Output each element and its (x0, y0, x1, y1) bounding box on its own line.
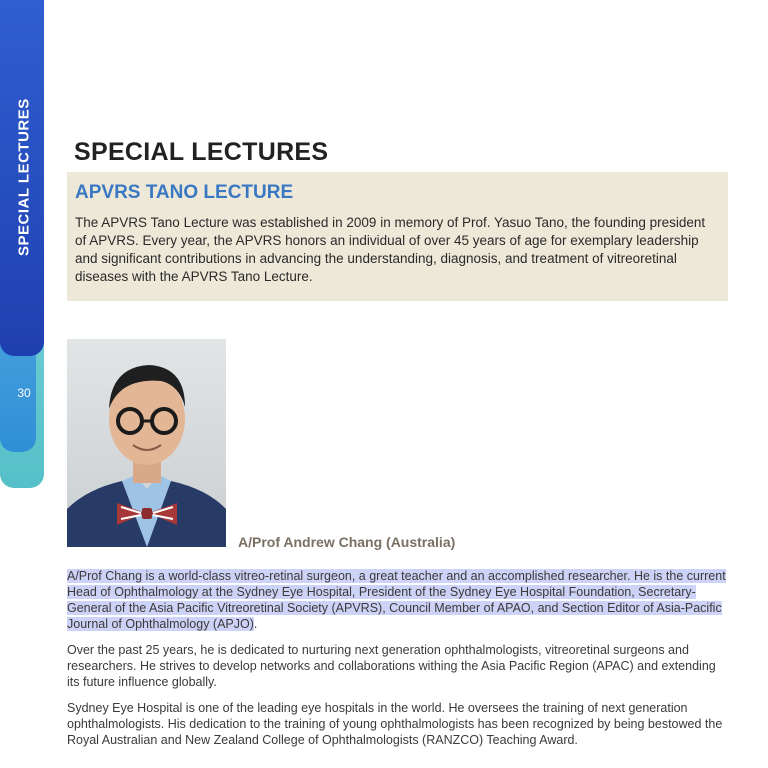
decorative-sidebar (0, 0, 48, 768)
bio-paragraph-2: Over the past 25 years, he is dedicated to nurturing next generation ophthalmologists, vitreoretinal surgeons and researchers. He strives to develop networks and collaborations withing the Asia Pacific Region (APAC) and extending its future influence globally. (67, 643, 716, 689)
lecture-intro-box (67, 172, 728, 301)
page-number: 30 (17, 386, 31, 400)
lecture-description: The APVRS Tano Lecture was established in 2009 in memory of Prof. Yasuo Tano, the founding president of APVRS. Every year, the APVRS honors an individual of over 45 years of age for exemplary leadership and significant contributions in advancing the understanding, diagnosis, and treatment of vitreoretinal diseases with the APVRS Tano Lecture. (75, 215, 706, 284)
speaker-portrait (67, 339, 226, 547)
speaker-name: A/Prof Andrew Chang (Australia) (238, 534, 456, 550)
speaker-portrait-icon (67, 339, 226, 547)
lecture-title: APVRS TANO LECTURE (75, 182, 294, 203)
sidebar-section-label: SPECIAL LECTURES (15, 98, 33, 256)
bio-paragraph-1-tail: . (253, 617, 258, 631)
highlighted-text[interactable]: A/Prof Chang is a world-class vitreo-retinal surgeon, a great teacher and an accomplished researcher. He is the current Head of Ophthalmology at the Sydney Eye Hospital, President of the Sydney Eye Hospital Foundation, Secretary-General of the Asia Pacific Vitreoretinal Society (APVRS), Council Member of APAO, and Section Editor of Asia-Pacific Journal of Ophthalmology (APJO) (67, 569, 726, 631)
bio-paragraph-3: Sydney Eye Hospital is one of the leading eye hospitals in the world. He oversees the training of next generation ophthalmologists. His dedication to the training of young ophthalmologists has been recognized by being bestowed the Royal Australian and New Zealand College of Ophthalmologists (RANZCO) Teaching Award. (67, 701, 723, 747)
page-title: SPECIAL LECTURES (74, 138, 329, 166)
bio-paragraph-1 (67, 568, 731, 632)
